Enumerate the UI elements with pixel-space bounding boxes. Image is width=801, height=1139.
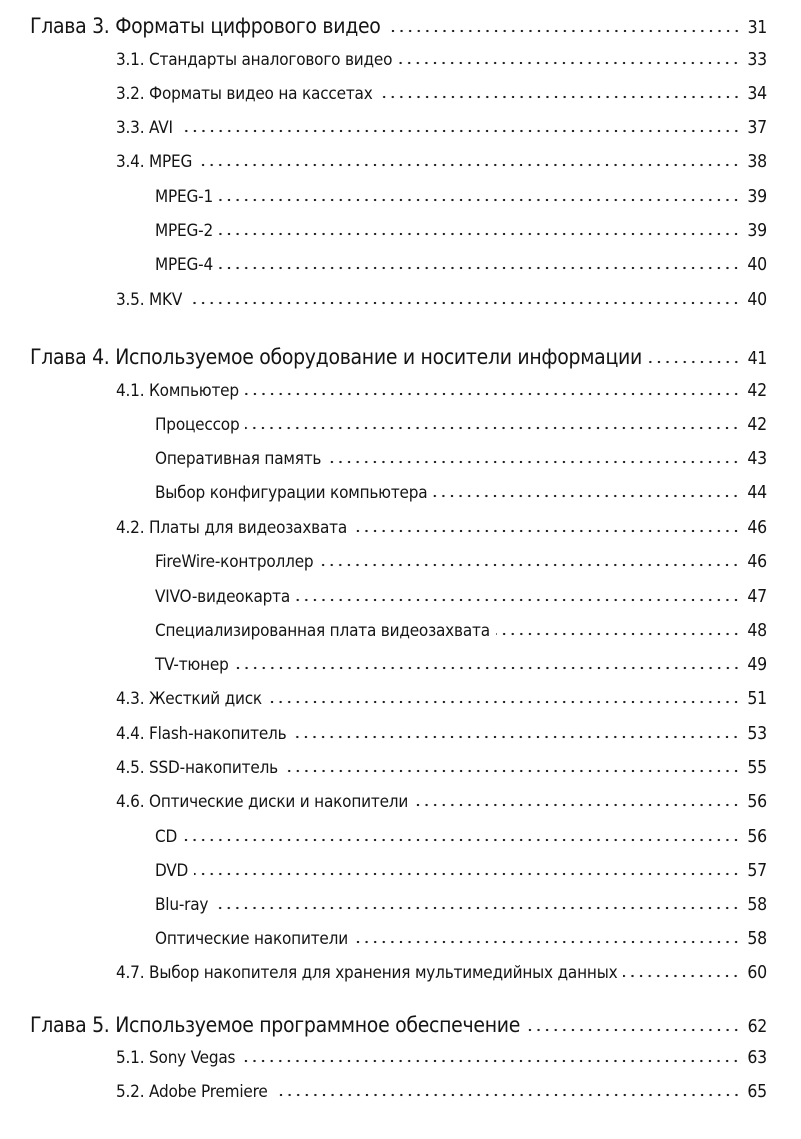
dot-leader (414, 803, 740, 807)
dot-leader (274, 1093, 741, 1097)
toc-section-entry[interactable] (116, 84, 767, 104)
dot-leader (327, 460, 740, 464)
toc-page-number: 38 (747, 152, 767, 172)
toc-page-number: 55 (747, 758, 767, 778)
toc-entry-title: MPEG-1 (155, 187, 213, 207)
toc-entry-title: 5.1. Sony Vegas (116, 1048, 236, 1068)
toc-page-number: 46 (747, 552, 767, 572)
toc-entry-title: 3.3. AVI (116, 118, 173, 138)
toc-page-number: 44 (747, 483, 767, 503)
toc-page-number: 58 (747, 895, 767, 915)
toc-entry-title: DVD (155, 861, 189, 881)
toc-entry-title: 4.7. Выбор накопителя для хранения мультимедийных данных (116, 963, 618, 983)
toc-entry-title: 4.4. Flash-накопитель (116, 724, 287, 744)
toc-entry-title: Blu-ray (155, 895, 209, 915)
toc-entry-title: 4.5. SSD-накопитель (116, 758, 278, 778)
toc-section-entry[interactable] (116, 963, 767, 983)
toc-entry-title: 4.1. Компьютер (116, 381, 239, 401)
toc-page-number: 43 (747, 449, 767, 469)
dot-leader (284, 769, 740, 773)
toc-page-number: 33 (747, 50, 767, 70)
toc-entry-title: VIVO-видеокарта (155, 587, 291, 607)
toc-section-entry[interactable] (116, 152, 767, 172)
dot-leader (319, 563, 740, 567)
dot-leader (387, 29, 741, 33)
toc-entry-title: CD (155, 827, 178, 847)
dot-leader (398, 61, 740, 65)
toc-page-number: 40 (747, 290, 767, 310)
toc-page-number: 62 (747, 1017, 767, 1037)
toc-entry-title: 4.6. Оптические диски и накопители (116, 792, 409, 812)
dot-leader (433, 494, 740, 498)
toc-entry-title: MPEG-2 (155, 221, 213, 241)
toc-section-entry[interactable] (116, 381, 767, 401)
toc-page-number: 65 (747, 1082, 767, 1102)
dot-leader (623, 974, 740, 978)
dot-leader (235, 666, 741, 670)
toc-section-entry[interactable] (116, 1082, 767, 1102)
toc-page-number: 47 (747, 587, 767, 607)
toc-entry-title: 4.2. Платы для видеозахвата (116, 518, 348, 538)
dot-leader (496, 632, 740, 636)
toc-entry-title: Глава 4. Используемое оборудование и носители информации (30, 345, 642, 369)
dot-leader (526, 1028, 741, 1032)
toc-page-number: 53 (747, 724, 767, 744)
toc-entry-title: TV-тюнер (155, 655, 229, 675)
toc-entry-title: FireWire-контроллер (155, 552, 314, 572)
dot-leader (296, 598, 740, 602)
toc-page-number: 60 (747, 963, 767, 983)
toc-page-number: 42 (747, 415, 767, 435)
dot-leader (292, 735, 740, 739)
toc-page-number: 48 (747, 621, 767, 641)
toc-page-number: 57 (747, 861, 767, 881)
toc-entry-title: 3.4. MPEG (116, 152, 193, 172)
toc-subsection-entry[interactable] (155, 221, 767, 241)
toc-subsection-entry[interactable] (155, 483, 767, 503)
dot-leader (353, 529, 740, 533)
toc-section-entry[interactable] (116, 724, 767, 744)
toc-entry-title: Оперативная память (155, 449, 322, 469)
toc-page-number: 39 (747, 187, 767, 207)
toc-page-number: 51 (747, 689, 767, 709)
toc-entry-title: 3.2. Форматы видео на кассетах (116, 84, 373, 104)
toc-subsection-entry[interactable] (155, 929, 767, 949)
dot-leader (241, 1059, 740, 1063)
toc-subsection-entry[interactable] (155, 621, 767, 641)
toc-entry-title: Оптические накопители (155, 929, 348, 949)
toc-section-entry[interactable] (116, 290, 767, 310)
dot-leader (194, 872, 740, 876)
dot-leader (648, 360, 741, 364)
toc-page-number: 49 (747, 655, 767, 675)
toc-entry-title: Специализированная плата видеозахвата (155, 621, 490, 641)
toc-subsection-entry[interactable] (155, 552, 767, 572)
dot-leader (179, 129, 741, 133)
toc-subsection-entry[interactable] (155, 587, 767, 607)
toc-entry-title: 3.1. Стандарты аналогового видео (116, 50, 393, 70)
toc-chapter-entry[interactable] (30, 1013, 767, 1037)
toc-subsection-entry[interactable] (155, 255, 767, 275)
dot-leader (219, 198, 740, 202)
toc-subsection-entry[interactable] (155, 415, 767, 435)
toc-page-number: 40 (747, 255, 767, 275)
toc-entry-title: 3.5. MKV (116, 290, 183, 310)
toc-section-entry[interactable] (116, 792, 767, 812)
toc-page-number: 56 (747, 827, 767, 847)
dot-leader (219, 266, 740, 270)
toc-entry-title: 5.2. Adobe Premiere (116, 1082, 268, 1102)
dot-leader (183, 838, 740, 842)
toc-subsection-entry[interactable] (155, 827, 767, 847)
toc-chapter-entry[interactable] (30, 345, 767, 369)
dot-leader (354, 940, 740, 944)
toc-section-entry[interactable] (116, 50, 767, 70)
toc-page-number: 39 (747, 221, 767, 241)
dot-leader (214, 906, 740, 910)
toc-entry-title: Глава 3. Форматы цифрового видео (30, 14, 381, 38)
dot-leader (379, 95, 741, 99)
dot-leader (188, 301, 740, 305)
toc-subsection-entry[interactable] (155, 187, 767, 207)
toc-page-number: 46 (747, 518, 767, 538)
toc-entry-title: Процессор (155, 415, 240, 435)
toc-subsection-entry[interactable] (155, 449, 767, 469)
dot-leader (198, 163, 740, 167)
toc-page-number: 37 (747, 118, 767, 138)
toc-section-entry[interactable] (116, 518, 767, 538)
toc-subsection-entry[interactable] (155, 861, 767, 881)
toc-entry-title: Выбор конфигурации компьютера (155, 483, 428, 503)
toc-page-number: 63 (747, 1048, 767, 1068)
toc-entry-title: MPEG-4 (155, 255, 213, 275)
toc-subsection-entry[interactable] (155, 655, 767, 675)
toc-page-number: 41 (747, 349, 767, 369)
toc-page-number: 34 (747, 84, 767, 104)
toc-section-entry[interactable] (116, 689, 767, 709)
dot-leader (245, 392, 740, 396)
toc-page-number: 31 (747, 18, 767, 38)
toc-section-entry[interactable] (116, 1048, 767, 1068)
toc-entry-title: 4.3. Жесткий диск (116, 689, 262, 709)
toc-page-number: 56 (747, 792, 767, 812)
toc-entry-title: Глава 5. Используемое программное обеспечение (30, 1013, 521, 1037)
dot-leader (268, 700, 740, 704)
dot-leader (245, 426, 740, 430)
toc-chapter-entry[interactable] (30, 14, 767, 38)
toc-subsection-entry[interactable] (155, 895, 767, 915)
dot-leader (219, 232, 740, 236)
toc-section-entry[interactable] (116, 758, 767, 778)
toc-page-number: 58 (747, 929, 767, 949)
toc-section-entry[interactable] (116, 118, 767, 138)
toc-page-number: 42 (747, 381, 767, 401)
